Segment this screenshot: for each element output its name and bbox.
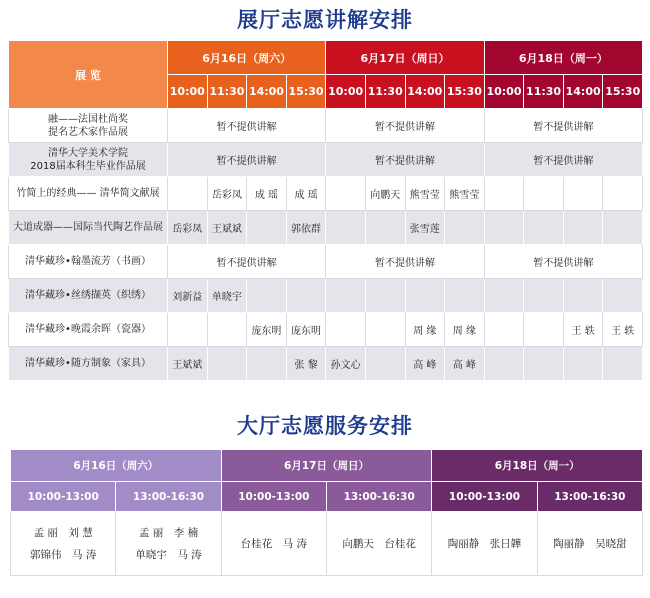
time-header: 15:30 bbox=[286, 75, 326, 109]
schedule-title-hall: 大厅志愿服务安排 bbox=[237, 414, 413, 438]
volunteer-cell bbox=[168, 177, 208, 211]
hall-volunteer-names: 单晓宇 马 涛 bbox=[135, 548, 202, 561]
exhibit-row bbox=[9, 211, 643, 245]
no-guide-cell: 暂不提供讲解 bbox=[168, 245, 326, 279]
no-guide-cell: 暂不提供讲解 bbox=[168, 109, 326, 143]
time-header: 10:00 bbox=[168, 75, 208, 109]
no-guide-cell: 暂不提供讲解 bbox=[484, 143, 642, 177]
hall-volunteer-cell bbox=[116, 512, 221, 576]
volunteer-cell bbox=[168, 313, 208, 347]
exhibit-row bbox=[9, 109, 643, 143]
hall-volunteer-names: 孟 丽 刘 慧 bbox=[33, 526, 93, 539]
no-guide-cell: 暂不提供讲解 bbox=[168, 143, 326, 177]
volunteer-cell: 王斌斌 bbox=[207, 211, 247, 245]
volunteer-cell: 岳彩凤 bbox=[207, 177, 247, 211]
volunteer-cell bbox=[365, 279, 405, 313]
hall-volunteer-names: 郭锦伟 马 涛 bbox=[29, 548, 97, 561]
exhibit-name bbox=[9, 109, 168, 143]
volunteer-cell bbox=[603, 279, 643, 313]
volunteer-cell: 庞东明 bbox=[247, 313, 287, 347]
volunteer-cell bbox=[247, 211, 287, 245]
volunteer-cell bbox=[326, 313, 366, 347]
volunteer-cell bbox=[445, 211, 485, 245]
volunteer-cell: 熊雪莹 bbox=[445, 177, 485, 211]
volunteer-cell: 郭依群 bbox=[286, 211, 326, 245]
exhibit-name bbox=[9, 347, 168, 381]
time-header: 15:30 bbox=[445, 75, 485, 109]
volunteer-cell bbox=[563, 347, 603, 381]
exhibit-row bbox=[9, 177, 643, 211]
date-header: 6月17日（周日） bbox=[326, 41, 484, 75]
volunteer-cell: 孙文心 bbox=[326, 347, 366, 381]
volunteer-cell: 张雪莲 bbox=[405, 211, 445, 245]
volunteer-cell bbox=[484, 313, 524, 347]
volunteer-cell: 庞东明 bbox=[286, 313, 326, 347]
exhibit-name-line: 融——法国杜尚奖 bbox=[48, 113, 128, 125]
volunteer-cell bbox=[286, 279, 326, 313]
volunteer-cell bbox=[484, 211, 524, 245]
exhibit-name-line: 清华藏珍•晚霞余晖（瓷器） bbox=[25, 324, 151, 335]
header-row-dates bbox=[9, 41, 643, 75]
volunteer-cell: 成 瑶 bbox=[247, 177, 287, 211]
volunteer-cell: 高 峰 bbox=[445, 347, 485, 381]
exhibit-row bbox=[9, 143, 643, 177]
hall-time-header: 10:00-13:00 bbox=[432, 482, 537, 512]
exhibit-row bbox=[9, 313, 643, 347]
volunteer-cell: 王 轶 bbox=[603, 313, 643, 347]
exhibit-name-line: 清华藏珍•随方制象（家具） bbox=[25, 358, 151, 369]
schedule-title-exhibition: 展厅志愿讲解安排 bbox=[237, 8, 413, 32]
volunteer-cell bbox=[524, 347, 564, 381]
volunteer-cell bbox=[326, 279, 366, 313]
volunteer-cell: 张 黎 bbox=[286, 347, 326, 381]
volunteer-cell bbox=[524, 211, 564, 245]
no-guide-cell: 暂不提供讲解 bbox=[484, 109, 642, 143]
volunteer-cell bbox=[524, 313, 564, 347]
volunteer-cell bbox=[484, 347, 524, 381]
volunteer-cell bbox=[326, 177, 366, 211]
time-header: 15:30 bbox=[603, 75, 643, 109]
volunteer-cell bbox=[247, 279, 287, 313]
hall-volunteer-cell bbox=[221, 512, 326, 576]
exhibit-column-header: 展 览 bbox=[9, 41, 168, 109]
hall-volunteer-names: 向鹏天 台桂花 bbox=[342, 537, 416, 550]
volunteer-cell bbox=[484, 177, 524, 211]
no-guide-cell: 暂不提供讲解 bbox=[326, 245, 484, 279]
hall-date-header: 6月17日（周日） bbox=[221, 450, 432, 482]
exhibit-name bbox=[9, 279, 168, 313]
hall-date-header: 6月18日（周一） bbox=[432, 450, 643, 482]
hall-header-row-times bbox=[11, 482, 643, 512]
exhibit-name-line: 2018届本科生毕业作品展 bbox=[30, 160, 146, 172]
volunteer-cell: 王 轶 bbox=[563, 313, 603, 347]
volunteer-cell: 周 缘 bbox=[445, 313, 485, 347]
volunteer-cell bbox=[365, 313, 405, 347]
volunteer-cell: 王斌斌 bbox=[168, 347, 208, 381]
time-header: 10:00 bbox=[484, 75, 524, 109]
hall-time-header: 13:00-16:30 bbox=[327, 482, 432, 512]
volunteer-cell: 刘新益 bbox=[168, 279, 208, 313]
exhibit-name bbox=[9, 143, 168, 177]
hall-time-header: 13:00-16:30 bbox=[537, 482, 642, 512]
volunteer-cell bbox=[326, 211, 366, 245]
hall-volunteer-cell bbox=[327, 512, 432, 576]
volunteer-cell bbox=[405, 279, 445, 313]
exhibition-guide-table bbox=[8, 40, 643, 381]
volunteer-cell bbox=[563, 279, 603, 313]
volunteer-cell: 高 峰 bbox=[405, 347, 445, 381]
time-header: 11:30 bbox=[524, 75, 564, 109]
no-guide-cell: 暂不提供讲解 bbox=[484, 245, 642, 279]
hall-time-header: 10:00-13:00 bbox=[11, 482, 116, 512]
time-header: 11:30 bbox=[365, 75, 405, 109]
hall-volunteer-names: 陶丽静 吴晓甜 bbox=[553, 537, 627, 550]
exhibit-name-line: 大道成器——国际当代陶艺作品展 bbox=[13, 222, 163, 233]
time-header: 14:00 bbox=[563, 75, 603, 109]
volunteer-cell bbox=[484, 279, 524, 313]
exhibit-row bbox=[9, 347, 643, 381]
volunteer-cell bbox=[524, 177, 564, 211]
hall-header-row-dates bbox=[11, 450, 643, 482]
no-guide-cell: 暂不提供讲解 bbox=[326, 109, 484, 143]
hall-volunteer-names: 孟 丽 李 楠 bbox=[138, 526, 199, 539]
date-header: 6月18日（周一） bbox=[484, 41, 642, 75]
exhibit-name-line: 清华大学美术学院 bbox=[48, 147, 128, 159]
exhibit-row bbox=[9, 279, 643, 313]
volunteer-cell bbox=[563, 177, 603, 211]
volunteer-cell bbox=[207, 313, 247, 347]
volunteer-cell bbox=[563, 211, 603, 245]
volunteer-cell bbox=[603, 347, 643, 381]
volunteer-cell bbox=[603, 211, 643, 245]
volunteer-cell: 岳彩凤 bbox=[168, 211, 208, 245]
hall-volunteer-row bbox=[11, 512, 643, 576]
volunteer-cell bbox=[603, 177, 643, 211]
volunteer-cell bbox=[365, 347, 405, 381]
volunteer-cell bbox=[365, 211, 405, 245]
volunteer-cell: 向鹏天 bbox=[365, 177, 405, 211]
date-header: 6月16日（周六） bbox=[168, 41, 326, 75]
hall-volunteer-cell bbox=[11, 512, 116, 576]
volunteer-cell: 周 缘 bbox=[405, 313, 445, 347]
volunteer-cell: 成 瑶 bbox=[286, 177, 326, 211]
exhibit-name-line: 清华藏珍•丝绣撷英（织绣） bbox=[25, 290, 151, 301]
time-header: 14:00 bbox=[405, 75, 445, 109]
volunteer-cell bbox=[247, 347, 287, 381]
volunteer-cell bbox=[524, 279, 564, 313]
exhibit-row bbox=[9, 245, 643, 279]
hall-volunteer-names: 陶丽静 张日韡 bbox=[447, 537, 522, 550]
no-guide-cell: 暂不提供讲解 bbox=[326, 143, 484, 177]
time-header: 10:00 bbox=[326, 75, 366, 109]
exhibit-name-line: 竹简上的经典—— 清华简文献展 bbox=[16, 188, 160, 199]
exhibit-name bbox=[9, 245, 168, 279]
hall-date-header: 6月16日（周六） bbox=[11, 450, 222, 482]
hall-time-header: 13:00-16:30 bbox=[116, 482, 221, 512]
time-header: 11:30 bbox=[207, 75, 247, 109]
volunteer-cell: 熊雪莹 bbox=[405, 177, 445, 211]
exhibit-name-line: 清华藏珍•翰墨流芳（书画） bbox=[25, 256, 151, 267]
hall-time-header: 10:00-13:00 bbox=[221, 482, 326, 512]
exhibit-name bbox=[9, 211, 168, 245]
hall-volunteer-names: 台桂花 马 涛 bbox=[240, 537, 307, 550]
hall-volunteer-cell bbox=[537, 512, 642, 576]
volunteer-cell bbox=[207, 347, 247, 381]
exhibit-name-line: 提名艺术家作品展 bbox=[48, 126, 128, 138]
hall-service-table bbox=[10, 449, 643, 576]
exhibit-name bbox=[9, 313, 168, 347]
volunteer-cell: 单晓宇 bbox=[207, 279, 247, 313]
hall-volunteer-cell bbox=[432, 512, 537, 576]
exhibit-name bbox=[9, 177, 168, 211]
time-header: 14:00 bbox=[247, 75, 287, 109]
volunteer-cell bbox=[445, 279, 485, 313]
